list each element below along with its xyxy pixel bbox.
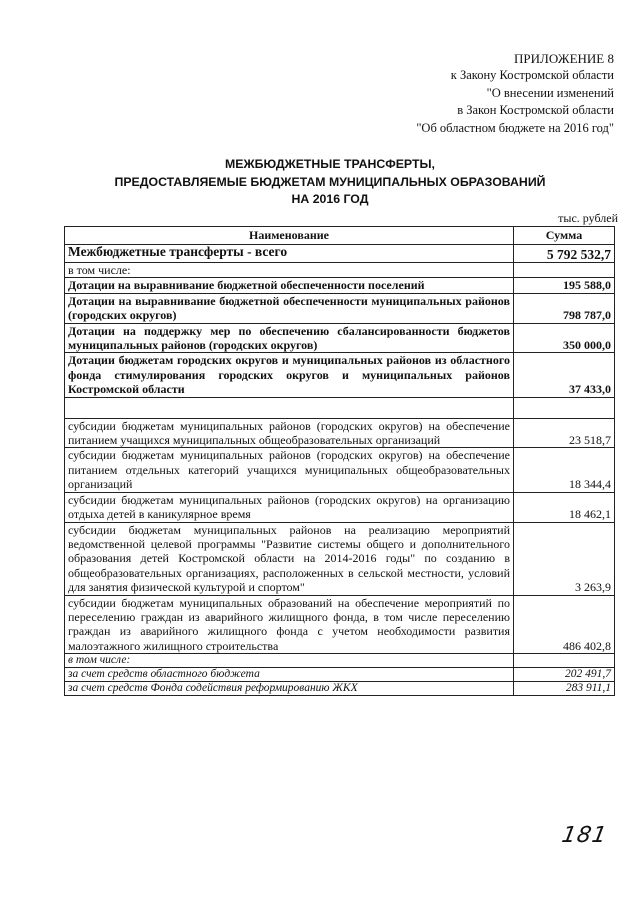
appendix-line: "Об областном бюджете на 2016 год" xyxy=(416,120,614,135)
row-sum: 195 588,0 xyxy=(514,278,615,293)
header-name: Наименование xyxy=(65,227,514,245)
row-name: Дотации на поддержку мер по обеспечению сбалансированности бюджетов муниципальных районов (городских округов) xyxy=(65,323,514,353)
row-sum xyxy=(514,397,615,418)
appendix-title: ПРИЛОЖЕНИЕ 8 xyxy=(514,51,614,66)
row-sum: 798 787,0 xyxy=(514,293,615,323)
row-sum xyxy=(514,263,615,278)
document-title xyxy=(60,156,600,209)
title-line: ПРЕДОСТАВЛЯЕМЫЕ БЮДЖЕТАМ МУНИЦИПАЛЬНЫХ ОБРАЗОВАНИЙ xyxy=(114,174,546,189)
appendix-line: в Закон Костромской области xyxy=(457,103,614,118)
table-row xyxy=(65,323,615,353)
table-row xyxy=(65,278,615,293)
row-sum: 283 911,1 xyxy=(514,682,615,696)
units-label: тыс. рублей xyxy=(558,211,618,225)
row-name: за счет средств областного бюджета xyxy=(65,668,514,682)
row-name: Дотации на выравнивание бюджетной обеспеченности муниципальных районов (городских округов) xyxy=(65,293,514,323)
row-sum: 486 402,8 xyxy=(514,595,615,654)
row-name: субсидии бюджетам муниципальных районов (городских округов) на обеспечение питанием учащихся муниципальных общеобразовательных организаций xyxy=(65,418,514,448)
row-name: Межбюджетные трансферты - всего xyxy=(65,245,514,263)
table-row xyxy=(65,492,615,522)
row-sum: 23 518,7 xyxy=(514,418,615,448)
row-name: субсидии бюджетам муниципальных районов (городских округов) на организацию отдыха детей в каникулярное время xyxy=(65,492,514,522)
table-row-empty xyxy=(65,397,615,418)
table-row xyxy=(65,293,615,323)
table-row-total xyxy=(65,245,615,263)
row-name xyxy=(65,397,514,418)
appendix-line: "О внесении изменений xyxy=(486,85,614,100)
row-name: субсидии бюджетам муниципальных районов (городских округов) на обеспечение питанием отдельных категорий учащихся муниципальных общеобразовательных организаций xyxy=(65,448,514,492)
row-sum: 18 462,1 xyxy=(514,492,615,522)
transfers-table xyxy=(64,226,615,696)
table-header-row xyxy=(65,227,615,245)
table-row xyxy=(65,353,615,397)
row-name: Дотации бюджетам городских округов и муниципальных районов из областного фонда стимулирования городских округов и муниципальных районов Костромской области xyxy=(65,353,514,397)
row-name: за счет средств Фонда содействия реформированию ЖКХ xyxy=(65,682,514,696)
header-sum: Сумма xyxy=(514,227,615,245)
row-sum xyxy=(514,654,615,668)
row-sum: 5 792 532,7 xyxy=(514,245,615,263)
table-row xyxy=(65,668,615,682)
row-sum: 37 433,0 xyxy=(514,353,615,397)
row-name: в том числе: xyxy=(65,263,514,278)
title-line: НА 2016 ГОД xyxy=(291,192,369,206)
row-sum: 202 491,7 xyxy=(514,668,615,682)
table-row xyxy=(65,263,615,278)
row-sum: 18 344,4 xyxy=(514,448,615,492)
handwritten-page-number: 181 xyxy=(559,823,610,848)
row-name: субсидии бюджетам муниципальных образований на обеспечение мероприятий по переселению граждан из аварийного жилищного фонда, в том числе переселению граждан из аварийного жилищного фонда с учетом необходимости развития малоэтажного жилищного строительства xyxy=(65,595,514,654)
table-row xyxy=(65,654,615,668)
table-row xyxy=(65,418,615,448)
row-name: в том числе: xyxy=(65,654,514,668)
table-row xyxy=(65,522,615,595)
title-line: МЕЖБЮДЖЕТНЫЕ ТРАНСФЕРТЫ, xyxy=(225,157,435,171)
row-name: субсидии бюджетам муниципальных районов на реализацию мероприятий ведомственной целевой программы "Развитие системы общего и дополнительного образования детей Костромской области на 2014-2016 годы" по созданию в общеобразовательных организациях, расположенных в сельской местности, условий для занятия физической культурой и спортом" xyxy=(65,522,514,595)
table-row xyxy=(65,448,615,492)
appendix-line: к Закону Костромской области xyxy=(450,68,614,83)
table-row xyxy=(65,595,615,654)
row-sum: 3 263,9 xyxy=(514,522,615,595)
table-row xyxy=(65,682,615,696)
row-name: Дотации на выравнивание бюджетной обеспеченности поселений xyxy=(65,278,514,293)
row-sum: 350 000,0 xyxy=(514,323,615,353)
appendix-header xyxy=(314,50,614,137)
